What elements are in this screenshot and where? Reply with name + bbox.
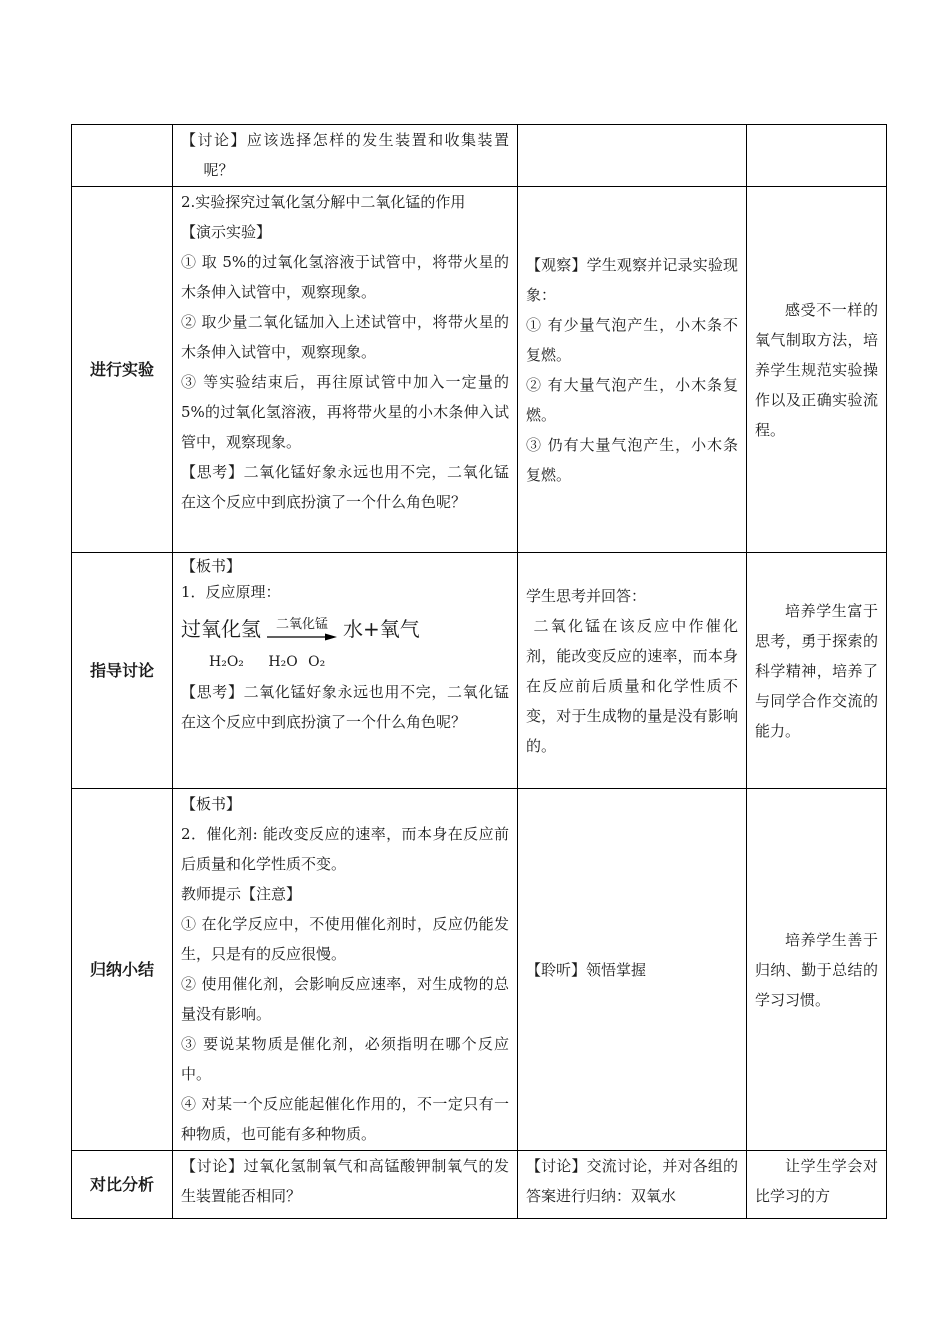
- paragraph: 【讨论】过氧化氢制氧气和高锰酸钾制氧气的发生装置能否相同？: [181, 1157, 509, 1205]
- table-row-experiment: [72, 187, 887, 553]
- paragraph: 【演示实验】: [181, 223, 272, 241]
- stage-cell: 指导讨论: [72, 553, 173, 789]
- paragraph: 2.实验探究过氧化氢分解中二氧化锰的作用: [181, 193, 466, 211]
- paragraph: 二氧化锰在该反应中作催化剂，能改变反应的速率，而本身在反应前后质量和化学性质不变，对于生成物的量是没有影响的。: [526, 616, 738, 755]
- paragraph: 感受不一样的氧气制取方法，培养学生规范实验操作以及正确实验流程。: [755, 300, 878, 439]
- paragraph: ① 有少量气泡产生，小木条不复燃。: [526, 315, 738, 364]
- teacher-activity-cell: [173, 789, 518, 1151]
- paragraph: 【聆听】领悟掌握: [526, 960, 647, 979]
- table-row-discussion-apparatus: [72, 125, 887, 187]
- equation-reactant: 过氧化氢: [181, 617, 261, 641]
- stage-cell: 进行实验: [72, 187, 173, 553]
- student-activity-cell: [518, 125, 747, 187]
- paragraph: ④ 对某一个反应能起催化作用的，不一定只有一种物质，也可能有多种物质。: [181, 1095, 509, 1143]
- paragraph: 教师提示【注意】: [181, 885, 302, 903]
- teacher-activity-cell: [173, 1151, 518, 1219]
- paragraph: ① 取 5%的过氧化氢溶液于试管中，将带火星的木条伸入试管中，观察现象。: [181, 253, 509, 301]
- paragraph: ③ 仍有大量气泡产生，小木条复燃。: [526, 435, 738, 484]
- table-row-guided-discussion: [72, 553, 887, 789]
- design-intent-cell: [747, 1151, 887, 1219]
- teacher-activity-cell: [173, 553, 518, 789]
- paragraph: 培养学生富于思考，勇于探索的科学精神，培养了与同学合作交流的能力。: [755, 601, 878, 740]
- lesson-plan-table: [71, 124, 887, 1219]
- formula-oxygen: O₂: [308, 654, 326, 670]
- paragraph: ② 取少量二氧化锰加入上述试管中，将带火星的木条伸入试管中，观察现象。: [181, 313, 509, 361]
- paragraph: 2．催化剂: 能改变反应的速率，而本身在反应前后质量和化学性质不变。: [181, 825, 509, 873]
- stage-cell: 归纳小结: [72, 789, 173, 1151]
- student-activity-cell: [518, 187, 747, 553]
- paragraph: 1．反应原理：: [181, 583, 281, 601]
- paragraph: 【讨论】交流讨论，并对各组的答案进行归纳：双氧水: [526, 1157, 738, 1205]
- paragraph: ② 使用催化剂，会影响反应速率，对生成物的总量没有影响。: [181, 975, 509, 1023]
- stage-cell: 对比分析: [72, 1151, 173, 1219]
- equation-products: 水+氧气: [343, 617, 420, 641]
- paragraph: 【思考】二氧化锰好象永远也用不完，二氧化锰在这个反应中到底扮演了一个什么角色呢？: [181, 683, 509, 731]
- paragraph: 【观察】学生观察并记录实验现象：: [526, 255, 738, 304]
- paragraph: ③ 要说某物质是催化剂，必须指明在哪个反应中。: [181, 1035, 509, 1083]
- reaction-condition: 二氧化锰: [275, 616, 328, 632]
- table-row-summary: [72, 789, 887, 1151]
- paragraph: 【板书】: [181, 795, 242, 813]
- paragraph: 【讨论】应该选择怎样的发生装置和收集装置呢？: [181, 131, 509, 179]
- design-intent-cell: [747, 187, 887, 553]
- paragraph: ③ 等实验结束后，再往原试管中加入一定量的 5%的过氧化氢溶液，再将带火星的小木条伸入试管中，观察现象。: [181, 373, 509, 451]
- paragraph: 【板书】: [181, 557, 242, 575]
- table-row-comparison: [72, 1151, 887, 1219]
- arrow-icon: [267, 632, 337, 642]
- reaction-arrow: [267, 617, 337, 642]
- paragraph: 学生思考并回答：: [526, 586, 647, 605]
- word-equation: [181, 607, 509, 651]
- stage-cell: [72, 125, 173, 187]
- paragraph: 【思考】二氧化锰好象永远也用不完，二氧化锰在这个反应中到底扮演了一个什么角色呢？: [181, 463, 509, 511]
- paragraph: ① 在化学反应中，不使用催化剂时，反应仍能发生，只是有的反应很慢。: [181, 915, 509, 963]
- student-activity-cell: [518, 553, 747, 789]
- formula-reactant: H₂O₂: [209, 654, 244, 670]
- teacher-activity-cell: [173, 187, 518, 553]
- paragraph: 培养学生善于归纳、勤于总结的学习习惯。: [755, 930, 878, 1009]
- paragraph: 让学生学会对比学习的方: [755, 1157, 878, 1205]
- design-intent-cell: [747, 553, 887, 789]
- teacher-activity-cell: [173, 125, 518, 187]
- chemical-formulas: [181, 651, 509, 673]
- student-activity-cell: [518, 1151, 747, 1219]
- design-intent-cell: [747, 789, 887, 1151]
- design-intent-cell: [747, 125, 887, 187]
- paragraph: ② 有大量气泡产生，小木条复燃。: [526, 375, 738, 424]
- student-activity-cell: [518, 789, 747, 1151]
- formula-water: H₂O: [268, 654, 298, 670]
